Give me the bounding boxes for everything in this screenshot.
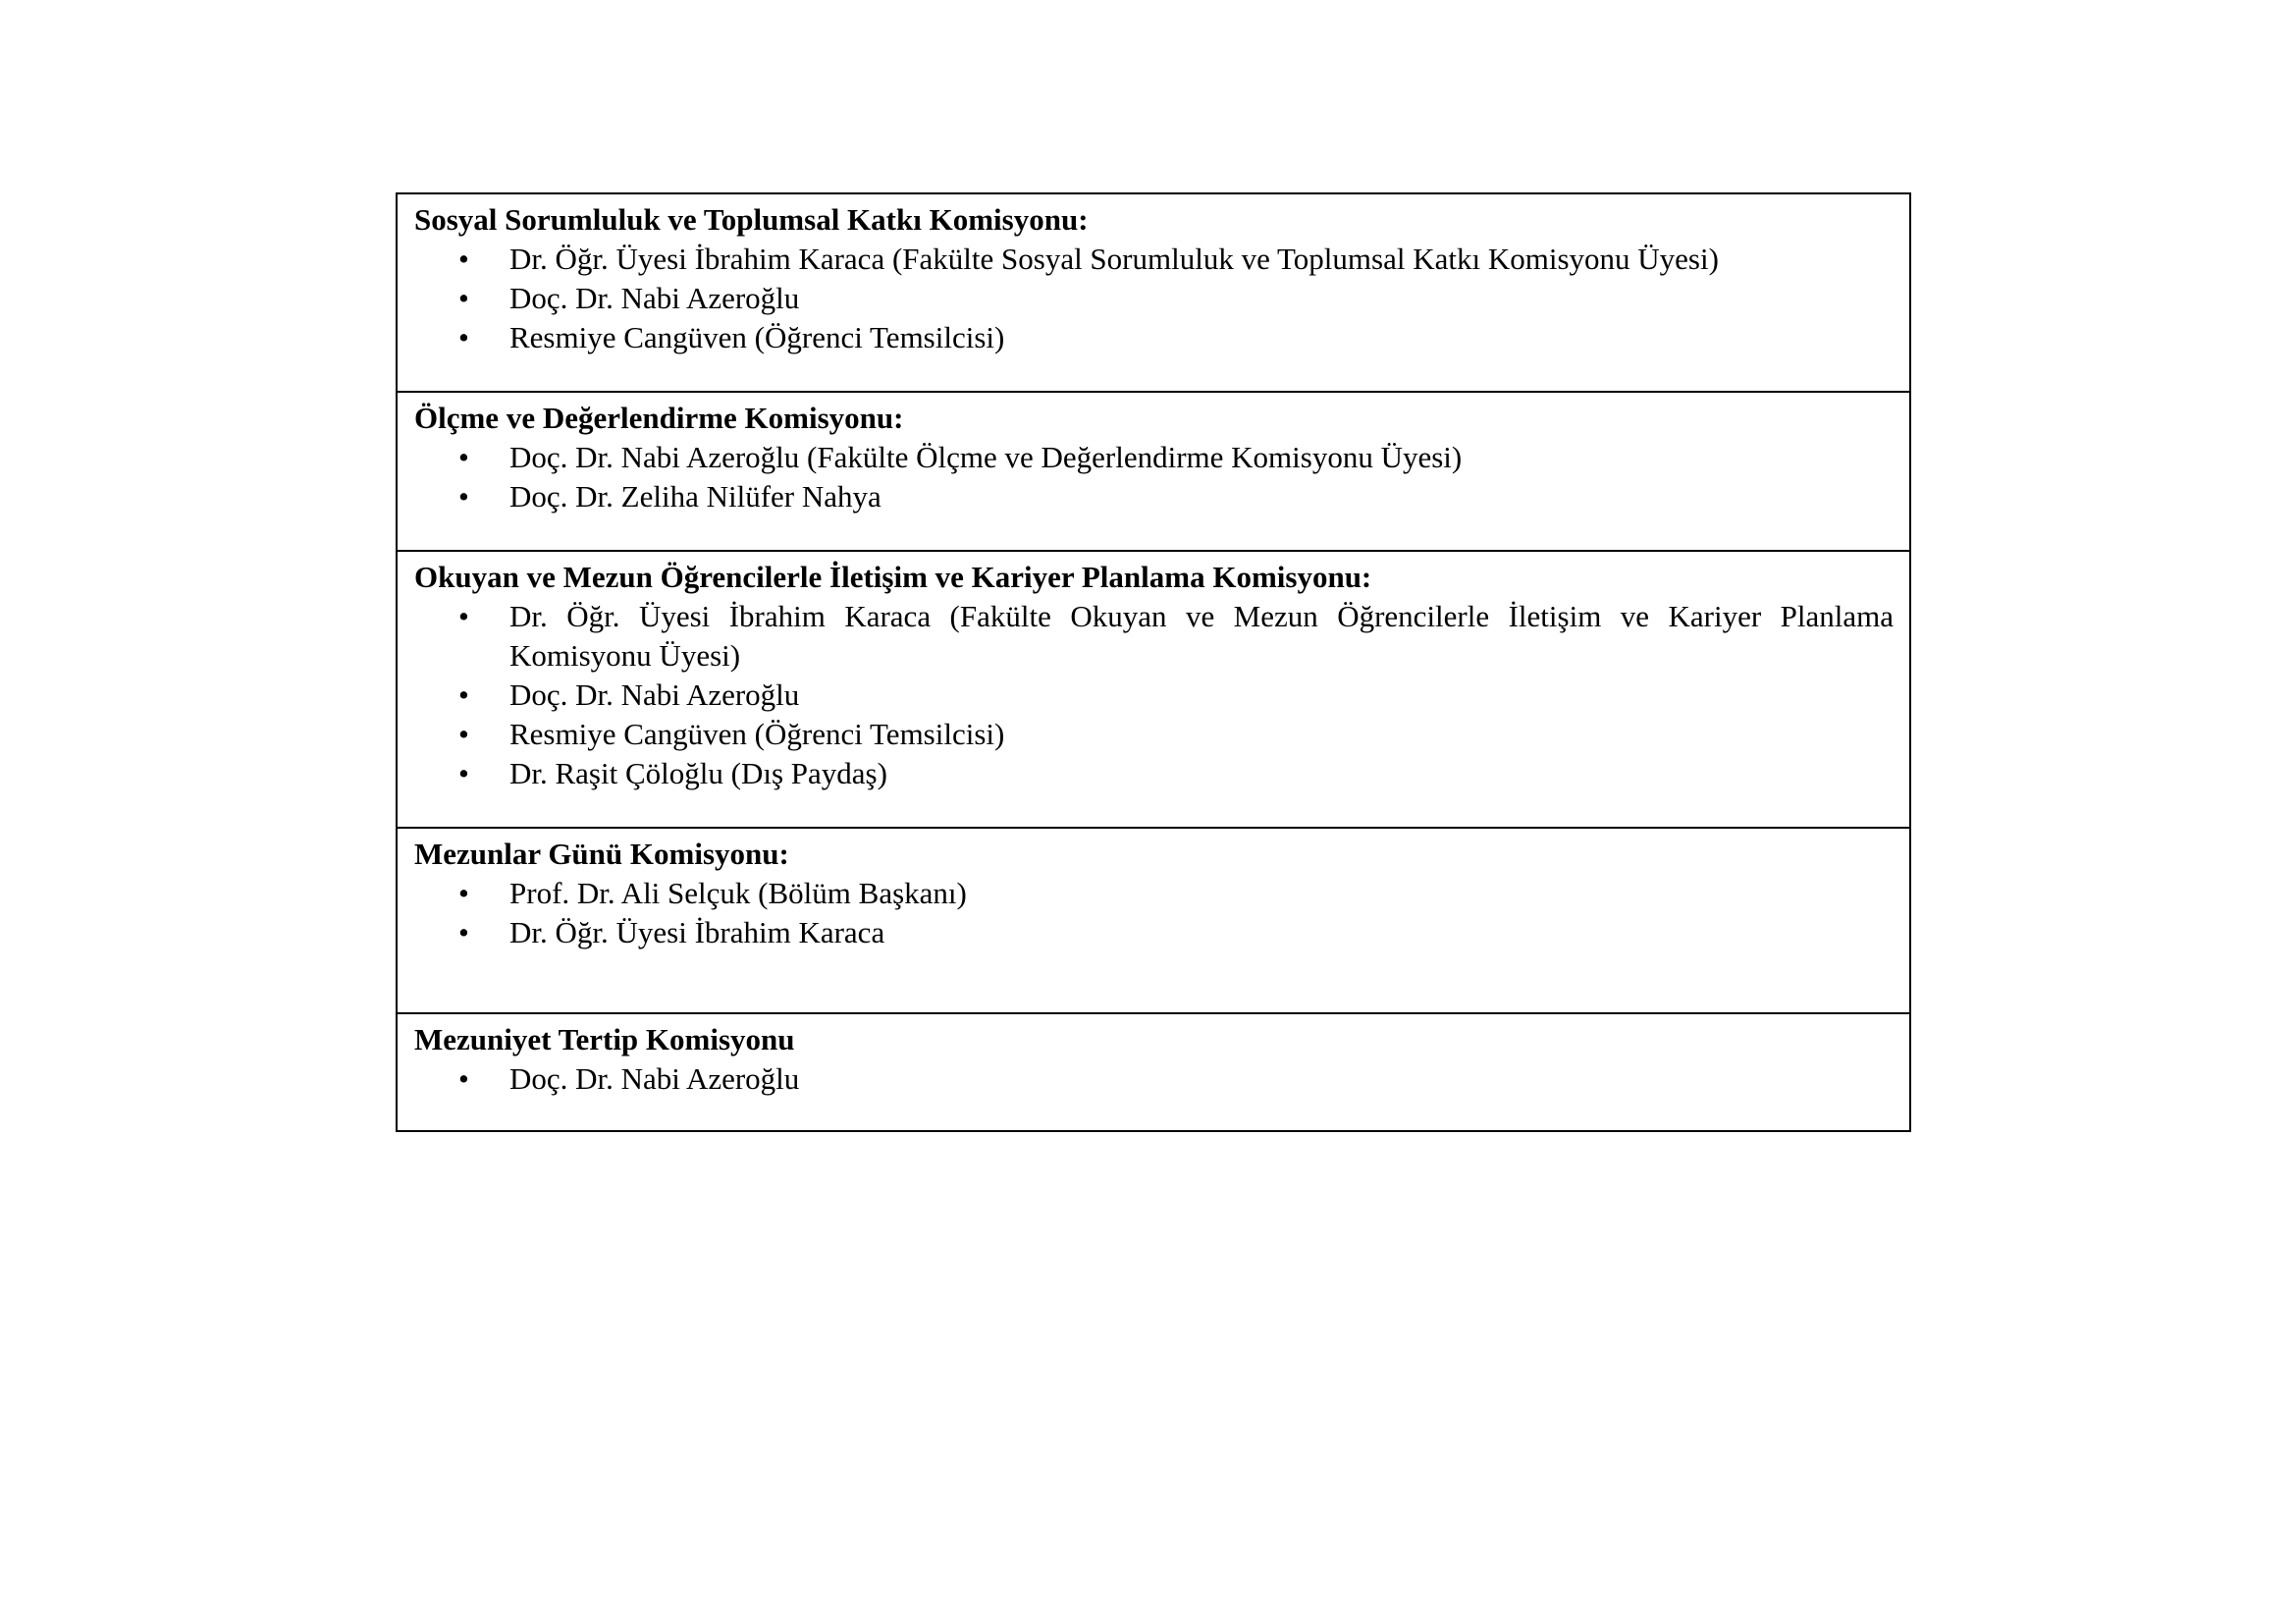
bullet-icon: •	[458, 281, 469, 315]
table-row	[397, 828, 1910, 1013]
member-name: Prof. Dr. Ali Selçuk (Bölüm Başkanı)	[509, 876, 967, 910]
table-row	[397, 392, 1910, 551]
member-name: Doç. Dr. Zeliha Nilüfer Nahya	[509, 479, 881, 514]
list-item	[411, 874, 1894, 913]
bullet-icon: •	[458, 876, 469, 910]
bullet-icon: •	[458, 599, 469, 633]
member-list	[411, 874, 1894, 952]
list-item	[411, 913, 1894, 952]
table-row	[397, 1013, 1910, 1131]
member-list	[411, 240, 1894, 357]
committee-title: Mezuniyet Tertip Komisyonu	[414, 1022, 795, 1056]
committee-table	[396, 192, 1911, 1132]
list-item	[411, 1059, 1894, 1099]
table-row	[397, 193, 1910, 392]
list-item	[411, 438, 1894, 477]
committee-title: Sosyal Sorumluluk ve Toplumsal Katkı Komisyonu:	[414, 202, 1089, 237]
member-name: Doç. Dr. Nabi Azeroğlu	[509, 281, 800, 315]
member-name: Doç. Dr. Nabi Azeroğlu (Fakülte Ölçme ve Değerlendirme Komisyonu Üyesi)	[509, 440, 1463, 474]
bullet-icon: •	[458, 756, 469, 790]
member-name: Doç. Dr. Nabi Azeroğlu	[509, 1061, 800, 1096]
committee-cell	[397, 1013, 1910, 1131]
bullet-icon: •	[458, 242, 469, 276]
list-item	[411, 240, 1894, 279]
list-item	[411, 279, 1894, 318]
committee-cell	[397, 392, 1910, 551]
member-name: Dr. Öğr. Üyesi İbrahim Karaca (Fakülte Okuyan ve Mezun Öğrencilerle İletişim ve Kariyer Planlama Komisyonu Üyesi)	[509, 599, 1894, 673]
member-name: Doç. Dr. Nabi Azeroğlu	[509, 677, 800, 712]
committee-title: Okuyan ve Mezun Öğrencilerle İletişim ve Kariyer Planlama Komisyonu:	[414, 560, 1372, 594]
list-item	[411, 754, 1894, 793]
list-item	[411, 597, 1894, 676]
member-name: Resmiye Cangüven (Öğrenci Temsilcisi)	[509, 320, 1005, 354]
list-item	[411, 715, 1894, 754]
member-name: Resmiye Cangüven (Öğrenci Temsilcisi)	[509, 717, 1005, 751]
bullet-icon: •	[458, 440, 469, 474]
member-name: Dr. Öğr. Üyesi İbrahim Karaca (Fakülte Sosyal Sorumluluk ve Toplumsal Katkı Komisyonu Üyesi)	[509, 242, 1719, 276]
list-item	[411, 477, 1894, 516]
committee-title: Mezunlar Günü Komisyonu:	[414, 837, 789, 871]
bullet-icon: •	[458, 677, 469, 712]
bullet-icon: •	[458, 717, 469, 751]
bullet-icon: •	[458, 1061, 469, 1096]
bullet-icon: •	[458, 320, 469, 354]
committee-cell	[397, 193, 1910, 392]
committee-cell	[397, 828, 1910, 1013]
list-item	[411, 676, 1894, 715]
member-list	[411, 597, 1894, 793]
bullet-icon: •	[458, 479, 469, 514]
committee-cell	[397, 551, 1910, 828]
member-name: Dr. Öğr. Üyesi İbrahim Karaca	[509, 915, 885, 949]
member-list	[411, 438, 1894, 516]
table-row	[397, 551, 1910, 828]
bullet-icon: •	[458, 915, 469, 949]
list-item	[411, 318, 1894, 357]
member-list	[411, 1059, 1894, 1099]
member-name: Dr. Raşit Çöloğlu (Dış Paydaş)	[509, 756, 887, 790]
committee-title: Ölçme ve Değerlendirme Komisyonu:	[414, 401, 904, 435]
